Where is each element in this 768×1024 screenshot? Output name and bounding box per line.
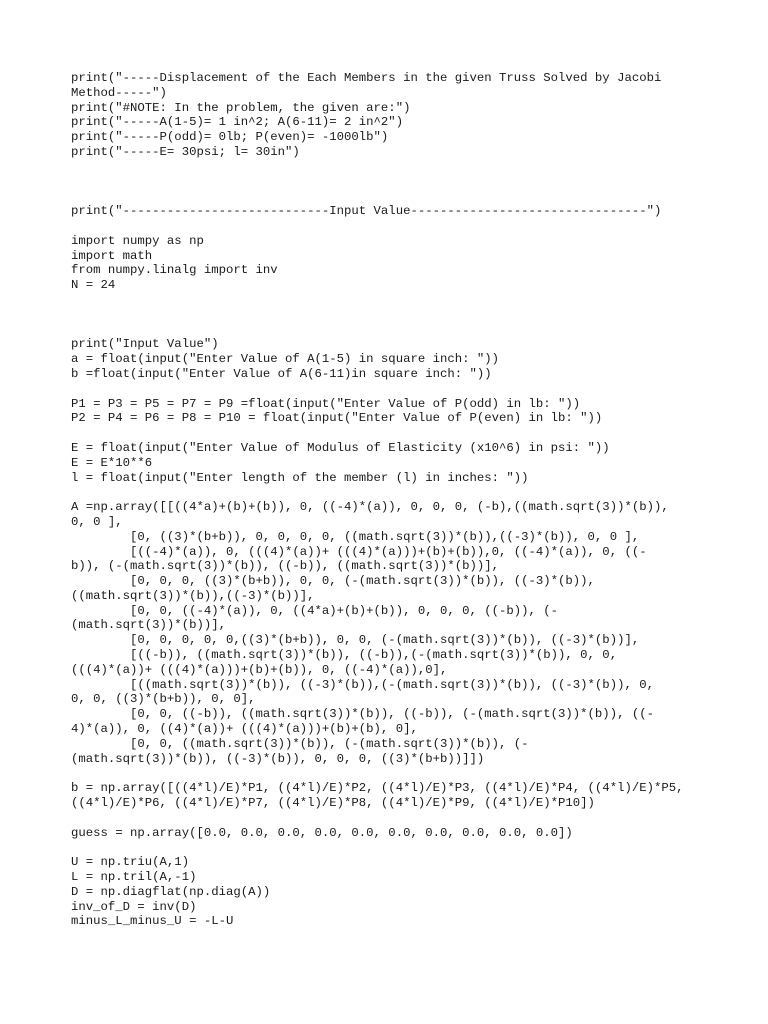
code-line: P2 = P4 = P6 = P8 = P10 = float(input("Enter Value of P(even) in lb: ")) <box>71 411 603 426</box>
code-line: [((-4)*(a)), 0, (((4)*(a))+ (((4)*(a)))+(b)+(b)),0, ((-4)*(a)), 0, ((- <box>71 544 647 559</box>
code-line: [0, 0, ((-4)*(a)), 0, ((4*a)+(b)+(b)), 0, 0, 0, ((-b)), (- <box>71 603 559 618</box>
code-line: print("-----A(1-5)= 1 in^2; A(6-11)= 2 in^2") <box>71 115 404 130</box>
code-line: [((math.sqrt(3))*(b)), ((-3)*(b)),(-(math.sqrt(3))*(b)), ((-3)*(b)), 0, <box>71 677 654 692</box>
code-line: print("----------------------------Input Value--------------------------------") <box>71 204 662 219</box>
code-line: P1 = P3 = P5 = P7 = P9 =float(input("Enter Value of P(odd) in lb: ")) <box>71 396 581 411</box>
code-listing <box>71 71 711 929</box>
code-line: A =np.array([[((4*a)+(b)+(b)), 0, ((-4)*(a)), 0, 0, 0, (-b),((math.sqrt(3))*(b)), <box>71 500 669 515</box>
code-line: E = E*10**6 <box>71 455 153 470</box>
code-line: U = np.triu(A,1) <box>71 855 190 870</box>
blank-line <box>71 840 711 855</box>
code-line: guess = np.array([0.0, 0.0, 0.0, 0.0, 0.0, 0.0, 0.0, 0.0, 0.0, 0.0]) <box>71 825 573 840</box>
code-line: a = float(input("Enter Value of A(1-5) in square inch: ")) <box>71 352 500 367</box>
code-line: L = np.tril(A,-1) <box>71 870 197 885</box>
code-line: 0, 0 ], <box>71 514 123 529</box>
code-line: [0, ((3)*(b+b)), 0, 0, 0, 0, ((math.sqrt(3))*(b)),((-3)*(b)), 0, 0 ], <box>71 529 640 544</box>
code-line: (math.sqrt(3))*(b))], <box>71 618 226 633</box>
code-line: N = 24 <box>71 278 116 293</box>
code-line: b =float(input("Enter Value of A(6-11)in square inch: ")) <box>71 366 492 381</box>
code-line: inv_of_D = inv(D) <box>71 899 197 914</box>
code-line: [0, 0, ((math.sqrt(3))*(b)), (-(math.sqrt(3))*(b)), (- <box>71 736 529 751</box>
code-line: b)), (-(math.sqrt(3))*(b)), ((-b)), ((math.sqrt(3))*(b))], <box>71 559 500 574</box>
code-line: b = np.array([((4*l)/E)*P1, ((4*l)/E)*P2, ((4*l)/E)*P3, ((4*l)/E)*P4, ((4*l)/E)*P5, <box>71 781 684 796</box>
code-line: E = float(input("Enter Value of Modulus of Elasticity (x10^6) in psi: ")) <box>71 440 610 455</box>
code-line: [0, 0, 0, 0, 0,((3)*(b+b)), 0, 0, (-(math.sqrt(3))*(b)), ((-3)*(b))], <box>71 633 640 648</box>
code-line: l = float(input("Enter length of the member (l) in inches: ")) <box>71 470 529 485</box>
blank-line <box>71 426 711 441</box>
code-line: print("-----P(odd)= 0lb; P(even)= -1000lb") <box>71 130 389 145</box>
code-line: ((4*l)/E)*P6, ((4*l)/E)*P7, ((4*l)/E)*P8, ((4*l)/E)*P9, ((4*l)/E)*P10]) <box>71 796 595 811</box>
code-line: (((4)*(a))+ (((4)*(a)))+(b)+(b)), 0, ((-4)*(a)),0], <box>71 662 448 677</box>
blank-line <box>71 219 711 234</box>
blank-line <box>71 160 711 175</box>
code-line: [0, 0, ((-b)), ((math.sqrt(3))*(b)), ((-b)), (-(math.sqrt(3))*(b)), ((- <box>71 707 654 722</box>
code-line: [((-b)), ((math.sqrt(3))*(b)), ((-b)),(-(math.sqrt(3))*(b)), 0, 0, <box>71 648 618 663</box>
code-line: print("-----E= 30psi; l= 30in") <box>71 144 300 159</box>
blank-line <box>71 293 711 308</box>
blank-line <box>71 323 711 338</box>
blank-line <box>71 308 711 323</box>
code-line: D = np.diagflat(np.diag(A)) <box>71 884 271 899</box>
code-line: minus_L_minus_U = -L-U <box>71 914 234 929</box>
code-line: 4)*(a)), 0, ((4)*(a))+ (((4)*(a)))+(b)+(b), 0], <box>71 722 418 737</box>
code-line: ((math.sqrt(3))*(b)),((-3)*(b))], <box>71 588 315 603</box>
blank-line <box>71 189 711 204</box>
blank-line <box>71 766 711 781</box>
code-line: import math <box>71 248 153 263</box>
blank-line <box>71 175 711 190</box>
blank-line <box>71 485 711 500</box>
code-line: [0, 0, 0, ((3)*(b+b)), 0, 0, (-(math.sqrt(3))*(b)), ((-3)*(b)), <box>71 574 595 589</box>
code-line: import numpy as np <box>71 233 204 248</box>
code-line: print("Input Value") <box>71 337 219 352</box>
code-line: Method-----") <box>71 85 167 100</box>
blank-line <box>71 811 711 826</box>
code-line: from numpy.linalg import inv <box>71 263 278 278</box>
blank-line <box>71 382 711 397</box>
code-line: print("-----Displacement of the Each Members in the given Truss Solved by Jacobi <box>71 71 662 85</box>
code-line: 0, 0, ((3)*(b+b)), 0, 0], <box>71 692 256 707</box>
code-line: (math.sqrt(3))*(b)), ((-3)*(b)), 0, 0, 0, ((3)*(b+b))]]) <box>71 751 485 766</box>
code-line: print("#NOTE: In the problem, the given are:") <box>71 100 411 115</box>
